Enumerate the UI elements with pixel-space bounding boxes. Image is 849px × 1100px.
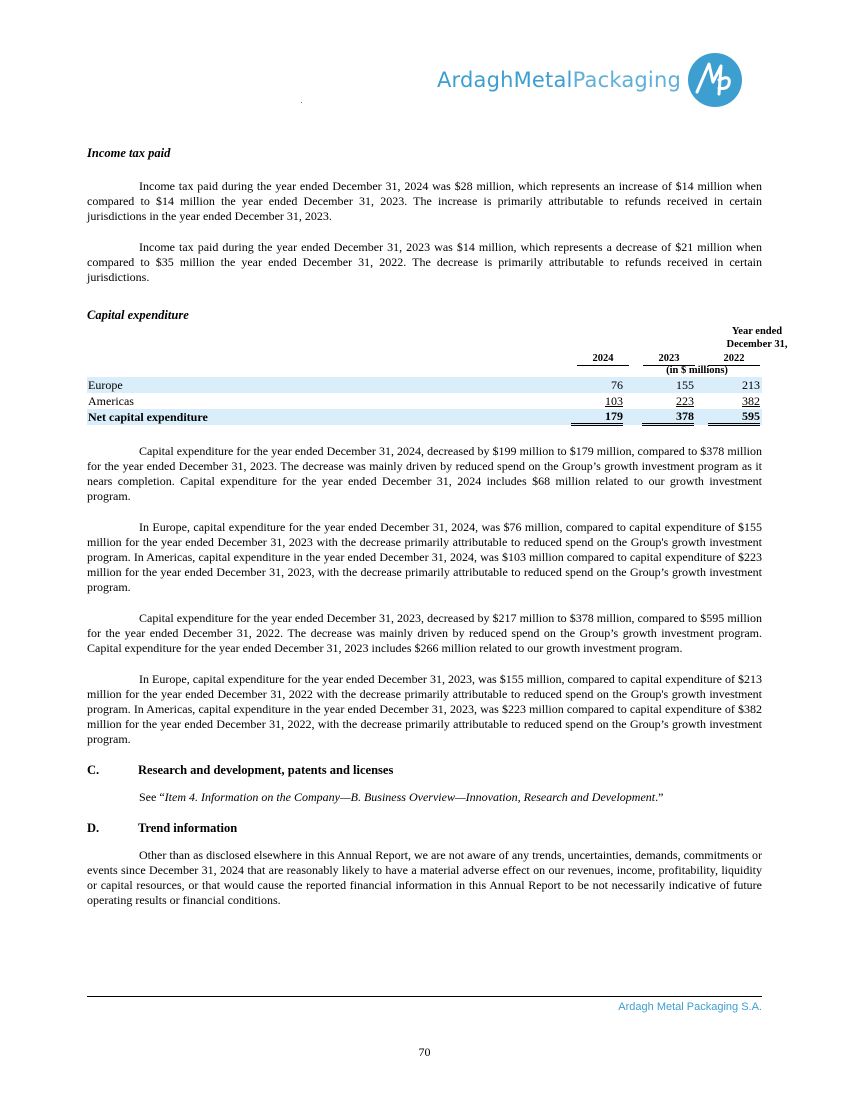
table-row-americas [87, 393, 762, 409]
footer-divider [87, 996, 762, 997]
section-c-heading [87, 763, 762, 778]
see-suffix: .” [655, 790, 664, 804]
section-c-reference [87, 790, 762, 805]
group-header-line-1: Year ended [731, 326, 783, 337]
table-group-header [667, 325, 847, 351]
amp-monogram-icon [687, 52, 743, 108]
logo-word-metal: Metal [513, 68, 573, 92]
row-label: Net capital expenditure [88, 410, 208, 424]
section-d-heading [87, 821, 762, 836]
stray-mark [301, 102, 302, 103]
page-number: 70 [418, 1045, 431, 1059]
income-tax-title: Income tax paid [87, 146, 171, 160]
cell-2022: 213 [742, 378, 760, 392]
capex-paragraph-4: In Europe, capital expenditure for the year ended December 31, 2023, was $155 million, compared to capital expenditure of $213 million for the year ended December 31, 2022 with the decrease primarily attributable to reduced spend on the Group's growth investment program. In Americas, capital expenditure in the year ended December 31, 2023, was $223 million compared to capital expenditure of $382 million for the year ended December 31, 2022, with the decrease primarily attributable to reduced spend on the Group’s growth investment program. [87, 672, 762, 746]
cell-2023: 378 [642, 409, 694, 426]
cell-2022: 382 [742, 394, 760, 408]
section-d-letter: D. [87, 821, 100, 835]
cell-2022: 595 [708, 409, 760, 426]
section-d-paragraph: Other than as disclosed elsewhere in this Annual Report, we are not aware of any trends, uncertainties, demands, commitments or events since December 31, 2024 that are reasonably likely to have a material adverse effect on our revenues, income, profitability, liquidity or capital resources, or that would cause the reported financial information in this Annual Report to be not necessarily indicative of future operating results or financial conditions. [87, 848, 762, 907]
table-row-total [87, 409, 762, 425]
logo-wordmark [437, 68, 681, 92]
table-row-europe [87, 377, 762, 393]
cell-2024: 76 [611, 378, 623, 392]
cell-2023: 155 [676, 378, 694, 392]
group-header-line-2: December 31, [726, 339, 788, 350]
cell-2023: 223 [676, 394, 694, 408]
row-label: Americas [88, 394, 134, 408]
col-header-2024: 2024 [577, 352, 629, 366]
col-header-2022: 2022 [708, 352, 760, 366]
footer-company: Ardagh Metal Packaging S.A. [618, 1001, 762, 1013]
capex-title: Capital expenditure [87, 308, 189, 322]
section-c-title: Research and development, patents and licenses [138, 763, 394, 777]
income-tax-paragraph-2024: Income tax paid during the year ended December 31, 2024 was $28 million, which represents an increase of $14 million when compared to $14 million the year ended December 31, 2023. The increase is primarily attributable to refunds received in certain jurisdictions in the year ended December 31, 2023. [87, 179, 762, 223]
capex-discussion [87, 444, 762, 908]
section-d-title: Trend information [138, 821, 238, 835]
section-c-letter: C. [87, 763, 100, 777]
company-logo [437, 52, 743, 108]
income-tax-section [87, 146, 762, 323]
row-label: Europe [88, 378, 123, 392]
income-tax-paragraph-2023: Income tax paid during the year ended December 31, 2023 was $14 million, which represents a decrease of $21 million when compared to $35 million the year ended December 31, 2022. The decrease is primarily attributable to refunds received in certain jurisdictions. [87, 240, 762, 284]
capex-paragraph-1: Capital expenditure for the year ended December 31, 2024, decreased by $199 million to $179 million, compared to $378 million for the year ended December 31, 2023. The decrease was mainly driven by reduced spend on the Group’s growth investment program as it nears completion. Capital expenditure for the year ended December 31, 2024 includes $68 million related to our growth investment program. [87, 444, 762, 503]
capex-paragraph-2: In Europe, capital expenditure for the year ended December 31, 2024, was $76 million, compared to capital expenditure of $155 million for the year ended December 31, 2023 with the decrease primarily attributable to reduced spend on the Group's growth investment program. In Americas, capital expenditure in the year ended December 31, 2024, was $103 million compared to capital expenditure of $223 million for the year ended December 31, 2023, with the decrease primarily attributable to reduced spend on the Group’s growth investment program. [87, 520, 762, 594]
table-units: (in $ millions) [666, 365, 728, 376]
capex-paragraph-3: Capital expenditure for the year ended December 31, 2023, decreased by $217 million to $378 million, compared to $595 million for the year ended December 31, 2022. The decrease was mainly driven by reduced spend on the Group’s growth investment program. Capital expenditure for the year ended December 31, 2023 includes $266 million related to our growth investment program. [87, 611, 762, 655]
see-reference: Item 4. Information on the Company—B. Business Overview—Innovation, Research and Development [164, 790, 656, 804]
cell-2024: 179 [571, 409, 623, 426]
col-header-2023: 2023 [643, 352, 695, 366]
logo-word-ardagh: Ardagh [436, 68, 514, 92]
cell-2024: 103 [605, 394, 623, 408]
see-prefix: See “ [139, 790, 165, 804]
logo-word-packaging: Packaging [572, 68, 681, 92]
